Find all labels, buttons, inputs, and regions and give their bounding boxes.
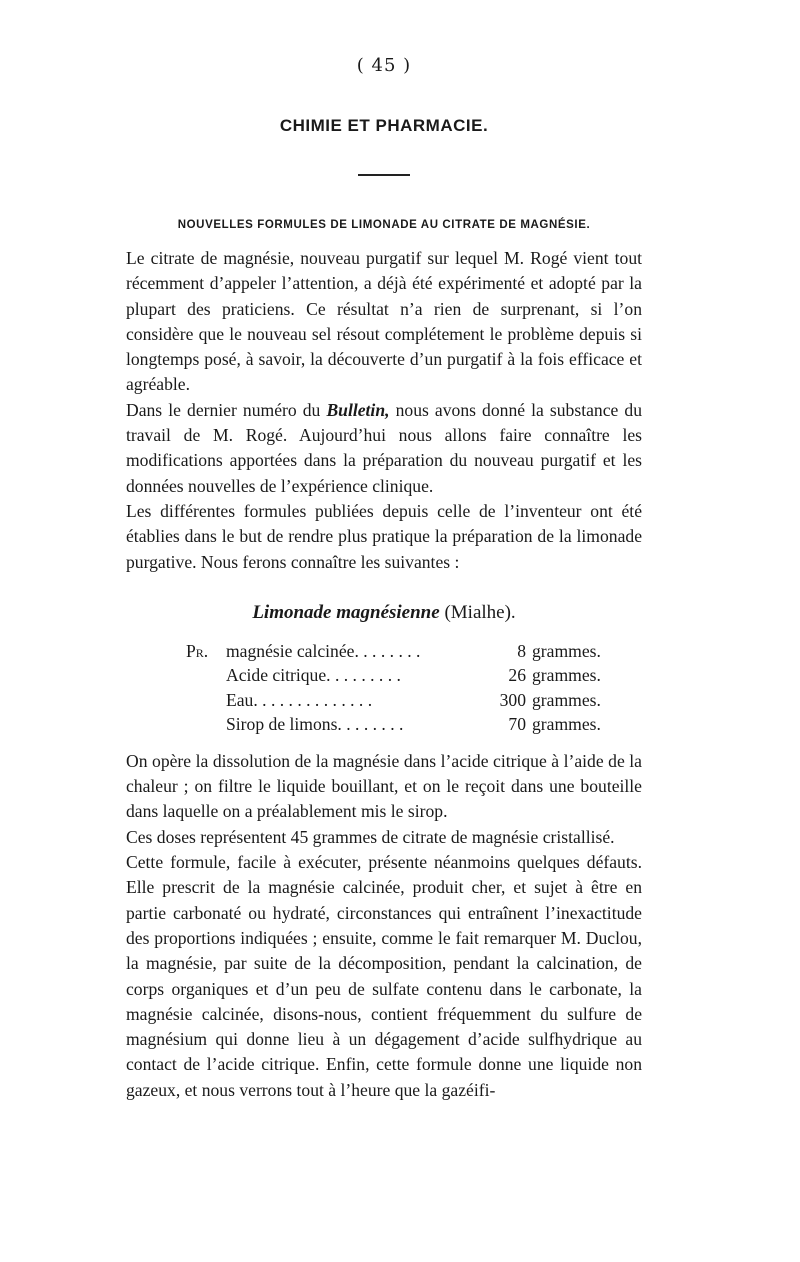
recipe-quantity: 70 [508, 714, 526, 735]
recipe-row [126, 712, 642, 737]
recipe-row [126, 663, 642, 688]
title-rule [358, 174, 410, 176]
paragraph-5: Ces doses représentent 45 grammes de citrate de magnésie cristallisé. [126, 826, 615, 847]
recipe-ingredient: Eau. . . . . . . . . . . . . . [226, 689, 373, 710]
section-title: CHIMIE ET PHARMACIE. [279, 116, 489, 135]
paragraph-1: Le citrate de magnésie, nouveau purgatif sur lequel M. Rogé vient tout récemment d’appeler l’attention, a déjà été expérimenté et adopté par la plupart des praticiens. Ce résultat n’a rien de surprenant, si l’on considère que le nouveau sel résout complétement le problème depuis si longtemps posé, à savoir, la découverte d’un purgatif à la fois efficace et agréable. [126, 248, 642, 395]
paragraph-2 [126, 398, 642, 499]
recipe-row [126, 688, 642, 713]
recipe-unit: grammes. [532, 665, 601, 686]
bulletin-italic: Bulletin, [326, 399, 390, 420]
formula-title-italic: Limonade magnésienne [252, 601, 440, 623]
recipe-unit: grammes. [532, 640, 601, 661]
paragraph-2-before: Dans le dernier numéro du [126, 399, 327, 420]
page [126, 52, 642, 1103]
article-title: NOUVELLES FORMULES DE LIMONADE AU CITRATE DE MAGNÉSIE. [177, 219, 591, 231]
recipe-prefix-blank [126, 712, 226, 737]
paragraph-2-after: nous avons donné la substance du travail de M. Rogé. Aujourd’hui nous allons faire connaître les modifications apportées dans la préparation du nouveau purgatif et les données nouvelles de l’expérience clinique. [126, 399, 642, 496]
recipe-prefix-blank [126, 688, 226, 713]
recipe [126, 639, 642, 737]
recipe-quantity: 300 [499, 689, 526, 710]
recipe-quantity: 26 [508, 665, 526, 686]
recipe-unit: grammes. [532, 714, 601, 735]
recipe-unit: grammes. [532, 689, 601, 710]
paragraph-6: Cette formule, facile à exécuter, présente néanmoins quelques défauts. Elle prescrit de la magnésie calcinée, produit cher, et sujet à être en partie carbonaté ou hydraté, circonstances qui entraînent l’inexactitude des proportions indiquées ; ensuite, comme le fait remarquer M. Duclou, la magnésie, par suite de la décomposition, pendant la calcination, de corps organiques et d’un peu de sulfate contenu dans le carbonate, la magnésie calcinée, disons-nous, contient fréquemment du sulfure de magnésium qui donne lieu à un dégagement d’acide sulfhydrique au contact de l’acide citrique. Enfin, cette formule donne une liquide non gazeux, et nous verrons tout à l’heure que la gazéifi- [126, 852, 642, 1100]
paragraph-3: Les différentes formules publiées depuis celle de l’inventeur ont été établies dans le but de rendre plus pratique la préparation de la limonade purgative. Nous ferons connaître les suivantes : [126, 500, 642, 572]
recipe-ingredient: Sirop de limons. . . . . . . . [226, 714, 404, 735]
formula-title [126, 595, 642, 631]
recipe-quantity: 8 [517, 640, 526, 661]
paragraph-4: On opère la dissolution de la magnésie dans l’acide citrique à l’aide de la chaleur ; on filtre le liquide bouillant, et on le reçoit dans une bouteille dans laquelle on a préalablement mis le sirop. [126, 750, 642, 822]
recipe-row [126, 639, 642, 664]
recipe-prefix-blank [126, 663, 226, 688]
recipe-prefix: Pr. [186, 640, 209, 661]
formula-title-rest: (Mialhe). [439, 601, 516, 623]
recipe-ingredient: Acide citrique. . . . . . . . . [226, 665, 401, 686]
recipe-ingredient: magnésie calcinée. . . . . . . . [226, 640, 421, 661]
page-number: ( 45 ) [356, 55, 412, 76]
